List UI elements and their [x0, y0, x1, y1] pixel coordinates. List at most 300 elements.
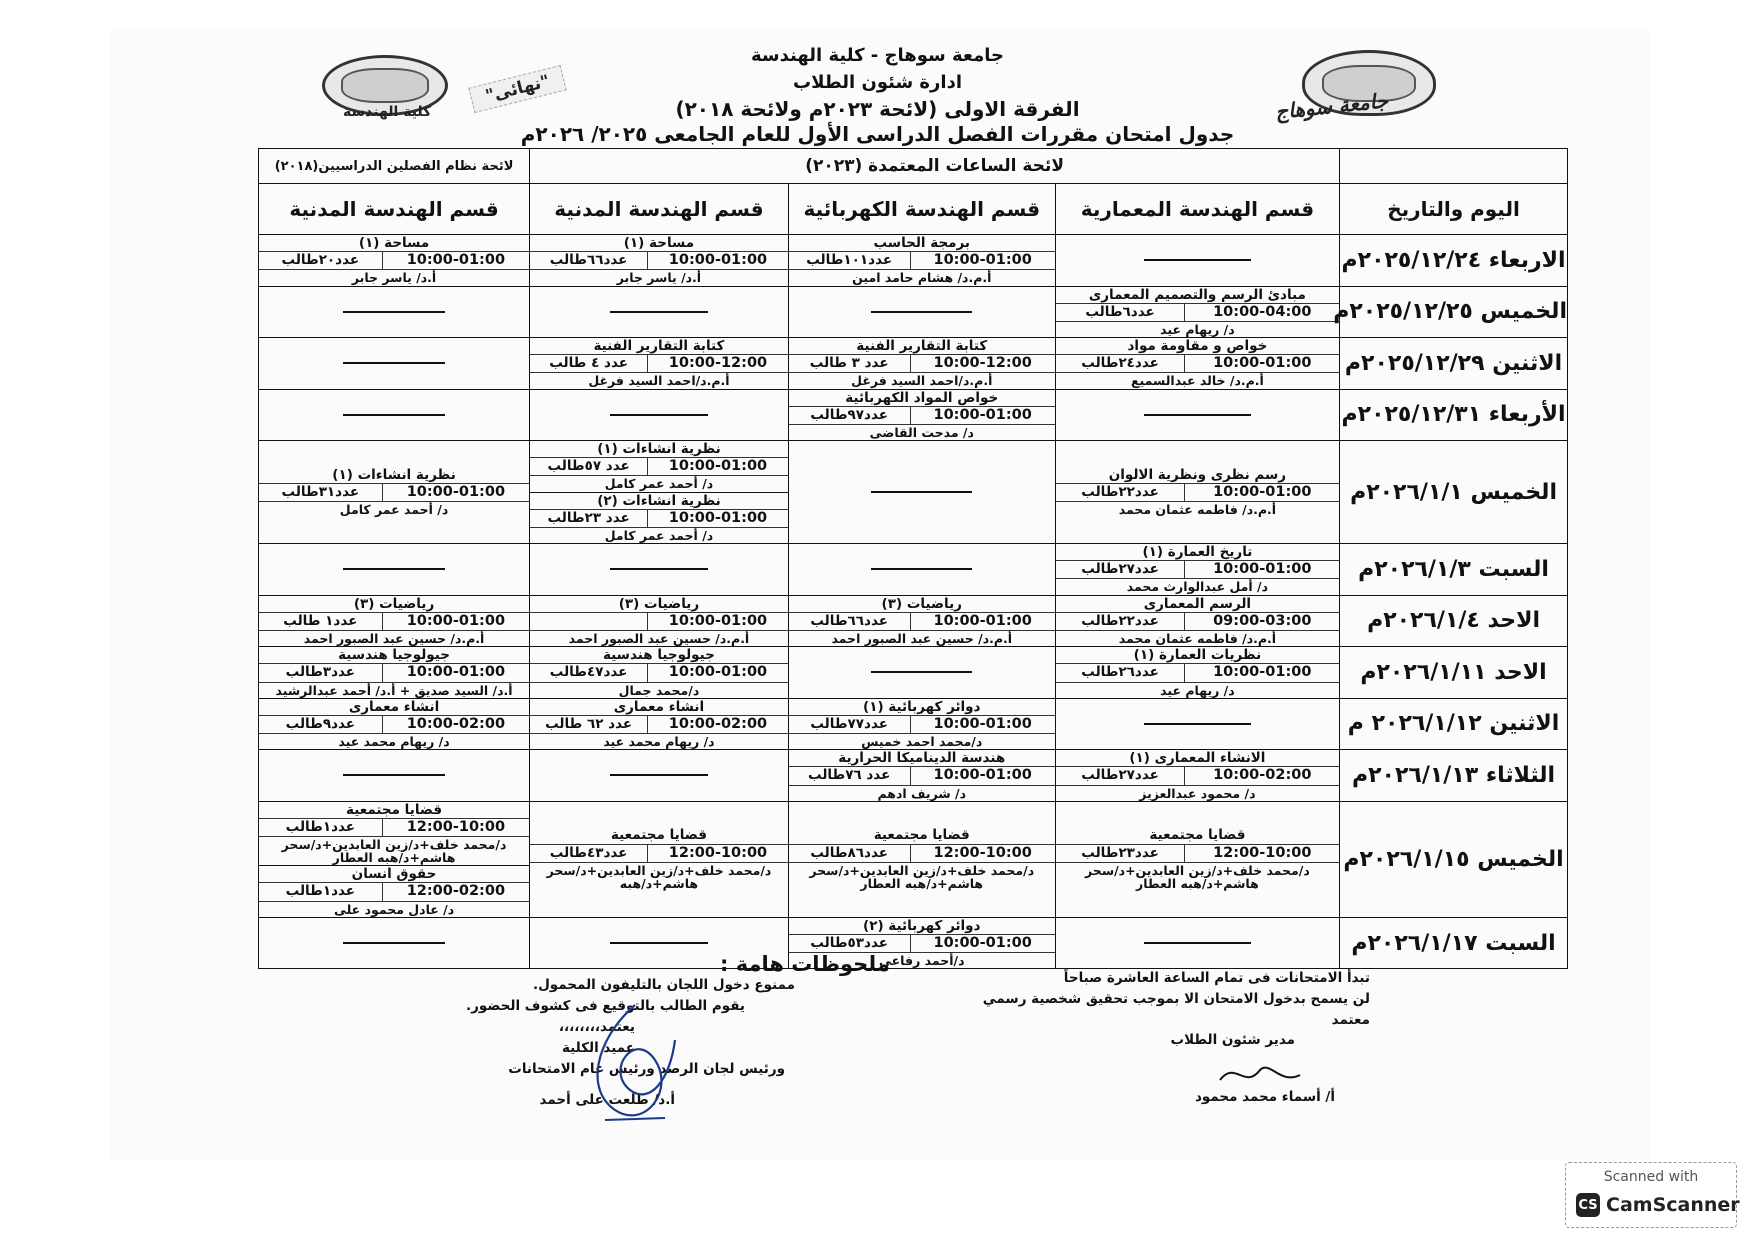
arch-cell [1055, 647, 1339, 699]
no-exam-dash [343, 774, 446, 776]
arch-cell [1055, 750, 1339, 802]
exam-time: 10:00-01:00 [382, 664, 529, 681]
exam-details [530, 355, 788, 373]
course-title: نظرية انشاءات (١) [259, 467, 529, 484]
no-exam-dash [871, 671, 972, 673]
no-exam-dash [871, 568, 972, 570]
exam-time: 10:00-01:00 [382, 484, 529, 501]
exam-time: 10:00-02:00 [647, 716, 788, 733]
professor-name: د/محمد خلف+د/زين العابدين+د/سحر هاشم+د/هبه [546, 862, 772, 891]
professor-name: د/محمد خلف+د/زين العابدين+د/سحر هاشم+د/هبه العطار [281, 837, 507, 866]
elec-cell [788, 544, 1055, 596]
exam-time: 10:00-12:00 [910, 355, 1055, 372]
table-row [259, 544, 1568, 596]
elec-cell [788, 235, 1055, 287]
exam-entry [789, 338, 1055, 389]
exam-entry [530, 441, 788, 492]
affairs-signature-scribble [1215, 1055, 1305, 1095]
no-exam-dash [1144, 414, 1252, 416]
table-row [259, 286, 1568, 338]
no-exam-dash [610, 311, 708, 313]
table-row [259, 338, 1568, 390]
exam-details [259, 716, 529, 734]
no-exam-dash [343, 414, 446, 416]
course-title: برمجة الحاسب [789, 235, 1055, 252]
no-exam-dash [610, 774, 708, 776]
professor-name: د/ عادل محمود على [333, 901, 455, 917]
table-row [259, 750, 1568, 802]
student-count: عدد٩٧طالب [810, 406, 888, 423]
course-title: هندسة الديناميكا الحرارية [789, 750, 1055, 767]
exam-time: 10:00-01:00 [382, 613, 529, 630]
exam-schedule-table [258, 148, 1568, 969]
professor-name: د/ مدحت القاضى [869, 424, 974, 440]
student-count: عدد١طالب [285, 883, 356, 900]
exam-entry [1056, 287, 1339, 338]
exam-time: 10:00-01:00 [647, 510, 788, 527]
course-title: تاريخ العمارة (١) [1056, 544, 1339, 561]
student-count: عدد٢٣طالب [1081, 844, 1159, 861]
arch-cell [1055, 286, 1339, 338]
course-title: مساحة (١) [530, 235, 788, 252]
elec-cell [788, 647, 1055, 699]
watermark-top-text: Scanned with [1603, 1169, 1699, 1185]
professor-name: أ.م.د/ فاطمه عثمان محمد [1118, 631, 1277, 646]
student-count: عدد٢٤طالب [1081, 355, 1159, 372]
exam-time: 10:00-01:00 [647, 613, 788, 630]
camscanner-watermark [1565, 1162, 1740, 1228]
header-university: جامعة سوهاج - كلية الهندسة [751, 45, 1004, 66]
day-date-cell: الاثنين ٢٠٢٦/١/١٢ م [1340, 698, 1568, 750]
arch-cell [1055, 544, 1339, 596]
professor-name: أ.م.د/ فاطمه عثمان محمد [1118, 502, 1277, 518]
exam-time: 10:00-01:00 [1184, 664, 1339, 681]
exam-entry [530, 647, 788, 698]
exam-time: 09:00-03:00 [1184, 613, 1339, 630]
exam-time: 12:00-10:00 [1184, 845, 1339, 862]
professor-name: د/ شريف ادهم [877, 785, 967, 801]
civil-old-cell [259, 441, 530, 544]
elec-cell [788, 441, 1055, 544]
exam-entry [789, 596, 1055, 647]
exam-details [789, 935, 1055, 953]
exam-entry [1056, 596, 1339, 647]
university-logo-caption: جامعة سوهاج [1274, 88, 1390, 124]
exam-entry [1056, 467, 1339, 518]
student-count: عدد١ طالب [283, 612, 358, 629]
arch-cell [1055, 389, 1339, 441]
note-approved: يعتمد،،،،،،،، [558, 1018, 635, 1035]
exam-details [789, 845, 1055, 863]
civil-old-cell [259, 544, 530, 596]
dean-label: عميد الكلية [561, 1039, 635, 1056]
course-title: كتابة التقارير الفنية [789, 338, 1055, 355]
faculty-logo-caption: كلية الهندسة [343, 104, 432, 120]
note-sign-attendance: يقوم الطالب بالتوقيع فى كشوف الحضور. [466, 997, 745, 1014]
day-date-cell: السبت ٢٠٢٦/١/١٧م [1340, 917, 1568, 969]
day-date-cell: الخميس ٢٠٢٦/١/١م [1340, 441, 1568, 544]
exam-entry [789, 827, 1055, 891]
course-title: رياضيات (٣) [789, 596, 1055, 613]
exam-details [789, 716, 1055, 734]
exam-time: 10:00-12:00 [647, 355, 788, 372]
day-date-cell: الخميس ٢٠٢٦/١/١٥م [1340, 801, 1568, 917]
no-exam-dash [343, 362, 446, 364]
exam-details [259, 252, 529, 270]
notes-title: ملحوظات هامة : [720, 952, 890, 976]
course-title: نظريات العمارة (١) [1056, 647, 1339, 664]
course-title: كتابة التقارير الفنية [530, 338, 788, 355]
course-title: جيولوجيا هندسية [259, 647, 529, 664]
professor-name: د/ ريهام عيد [1160, 682, 1235, 698]
exam-details [530, 510, 788, 528]
civil-old-cell [259, 389, 530, 441]
elec-cell [788, 595, 1055, 647]
exam-time: 10:00-01:00 [910, 767, 1055, 784]
civil-new-cell [530, 235, 789, 287]
student-count: عدد٢٠طالب [281, 252, 360, 269]
course-title: انشاء معمارى [259, 699, 529, 716]
watermark-brand: CamScanner [1606, 1194, 1740, 1216]
day-date-cell: الاحد ٢٠٢٦/١/١١م [1340, 647, 1568, 699]
exam-entry [1056, 750, 1339, 801]
student-count: عدد ٤ طالب [549, 355, 628, 372]
professor-name: د/محمد احمد خميس [861, 734, 983, 750]
civil-old-cell [259, 801, 530, 917]
exam-time: 10:00-01:00 [647, 664, 788, 681]
exam-time: 10:00-04:00 [1184, 304, 1339, 321]
professor-name: أ.د/ السيد صديق + أ.د/ أحمد عبدالرشيد [275, 682, 513, 698]
exam-details [1056, 613, 1339, 631]
table-row [259, 698, 1568, 750]
student-count: عدد ٥٧طالب [547, 458, 630, 475]
schedule-body [259, 235, 1568, 969]
civil-new-cell [530, 286, 789, 338]
no-exam-dash [610, 568, 708, 570]
table-row [259, 595, 1568, 647]
student-count: عدد٤٣طالب [549, 844, 628, 861]
student-count: عدد٣طالب [285, 664, 356, 681]
course-title: قضايا مجتمعية [1056, 827, 1339, 844]
student-count: عدد ٦٢ طالب [545, 715, 633, 732]
exam-details [1056, 845, 1339, 863]
exam-time: 10:00-01:00 [1184, 355, 1339, 372]
course-title: حقوق انسان [259, 866, 529, 883]
arch-cell [1055, 595, 1339, 647]
professor-name: د/محمد خلف+د/زين العابدين+د/سحر هاشم+د/هبه العطار [1085, 862, 1310, 891]
exam-details [789, 252, 1055, 270]
header-group: الفرقة الاولى (لائحة ٢٠٢٣م ولائحة ٢٠١٨) [675, 97, 1080, 121]
exam-details [1056, 561, 1339, 579]
exam-details [1056, 355, 1339, 373]
exam-entry [259, 865, 529, 917]
notes-right [950, 968, 1370, 1031]
civil-old-cell [259, 595, 530, 647]
exam-entry [789, 699, 1055, 750]
table-row [259, 917, 1568, 969]
document-header [0, 0, 1755, 146]
exam-entry [530, 596, 788, 647]
affairs-label: مدير شئون الطلاب [1170, 1032, 1295, 1048]
arch-cell [1055, 441, 1339, 544]
civil-old-cell [259, 698, 530, 750]
exam-time: 10:00-01:00 [1184, 484, 1339, 501]
exam-details [789, 767, 1055, 785]
exam-time: 10:00-01:00 [382, 252, 529, 269]
exam-entry [1056, 544, 1339, 595]
rule-spacer [1340, 149, 1568, 184]
no-exam-dash [343, 568, 446, 570]
exam-details [259, 883, 529, 901]
professor-name: د/محمد خلف+د/زين العابدين+د/سحر هاشم+د/هبه العطار [809, 862, 1035, 891]
civil-new-cell [530, 389, 789, 441]
affairs-name: أ/ أسماء محمد محمود [1194, 1088, 1335, 1105]
course-title: رسم نظرى ونظرية الالوان [1056, 467, 1339, 484]
day-date-cell: السبت ٢٠٢٦/١/٣م [1340, 544, 1568, 596]
elec-column-header: قسم الهندسة الكهربائية [788, 184, 1055, 235]
exam-details [1056, 484, 1339, 502]
exam-entry [789, 750, 1055, 801]
exam-details [530, 613, 788, 631]
course-title: خواص و مقاومة مواد [1056, 338, 1339, 355]
camscanner-icon: CS [1576, 1193, 1600, 1217]
professor-name: د/محمد جمال [618, 682, 700, 698]
exam-details [530, 458, 788, 476]
final-stamp: "نهائى" [468, 65, 567, 113]
civil-new-cell [530, 750, 789, 802]
no-exam-dash [610, 942, 708, 944]
student-count: عدد٥٣طالب [810, 935, 888, 951]
exam-time: 10:00-02:00 [382, 716, 529, 733]
professor-name: أ.م.د/ حسين عبد الصبور احمد [831, 631, 1013, 646]
elec-cell [788, 801, 1055, 917]
exam-details [789, 407, 1055, 425]
no-exam-dash [871, 311, 972, 313]
note-no-phones: ممنوع دخول اللجان بالتليفون المحمول. [532, 977, 795, 993]
exam-entry [1056, 647, 1339, 698]
exam-details [259, 613, 529, 631]
civil-new-cell [530, 647, 789, 699]
header-title: جدول امتحان مقررات الفصل الدراسى الأول للعام الجامعى ٢٠٢٥/ ٢٠٢٦م [520, 122, 1235, 146]
elec-cell [788, 286, 1055, 338]
exam-details [1056, 304, 1339, 322]
student-count: عدد٤٧طالب [549, 664, 628, 681]
exam-time: 12:00-10:00 [647, 845, 788, 862]
student-count: عدد ٧٦طالب [808, 767, 891, 784]
no-exam-dash [343, 311, 446, 313]
table-row [259, 647, 1568, 699]
no-exam-dash [343, 942, 446, 944]
arch-cell [1055, 698, 1339, 750]
exam-entry [530, 492, 788, 544]
student-count: عدد١٠١طالب [806, 252, 893, 269]
civil-new-cell [530, 441, 789, 544]
exam-entry [1056, 338, 1339, 389]
elec-cell [788, 698, 1055, 750]
day-column-header: اليوم والتاريخ [1340, 184, 1568, 235]
professor-name: أ.م.د/احمد السيد فرغل [588, 373, 730, 389]
no-exam-dash [610, 414, 708, 416]
student-count: عدد٦طالب [1085, 303, 1155, 320]
student-count: عدد٦٦طالب [549, 252, 628, 269]
elec-cell [788, 389, 1055, 441]
arch-cell [1055, 235, 1339, 287]
day-date-cell: الأربعاء ٢٠٢٥/١٢/٣١م [1340, 389, 1568, 441]
header-department: ادارة شئون الطلاب [792, 72, 962, 93]
civil-new-cell [530, 338, 789, 390]
student-count: عدد١طالب [285, 818, 356, 835]
course-title: رياضيات (٣) [259, 596, 529, 613]
course-title: خواص المواد الكهربائية [789, 390, 1055, 407]
no-exam-dash [1144, 259, 1252, 261]
professor-name: أ.م.د/ حسين عبد الصبور احمد [568, 631, 750, 646]
exam-entry [259, 802, 529, 866]
exam-time: 10:00-01:00 [910, 613, 1055, 630]
course-title: نظرية انشاءات (١) [530, 441, 788, 458]
civil-old-cell [259, 338, 530, 390]
professor-name: أ.د/ ياسر جابر [616, 270, 702, 286]
dean-signature-scribble [575, 1000, 695, 1130]
exam-details [789, 355, 1055, 373]
professor-name: أ.م.د/ خالد عبدالسميع [1130, 373, 1264, 389]
professor-name: د/ أحمد عمر كامل [604, 476, 714, 492]
exam-entry [530, 235, 788, 286]
exam-time: 10:00-01:00 [910, 716, 1055, 733]
exam-details [789, 613, 1055, 631]
rule-2018-header: لائحة نظام الفصلين الدراسيين(٢٠١٨) [259, 149, 530, 184]
student-count: عدد٢٧طالب [1081, 561, 1159, 578]
dean-role: ورئيس لجان الرصد ورئيس عام الامتحانات [508, 1060, 785, 1077]
day-date-cell: الثلاثاء ٢٠٢٦/١/١٣م [1340, 750, 1568, 802]
exam-details [530, 716, 788, 734]
student-count: عدد٨٦طالب [810, 844, 888, 861]
course-title: دوائر كهربائية (١) [789, 699, 1055, 716]
day-date-cell: الاحد ٢٠٢٦/١/٤م [1340, 595, 1568, 647]
note-id-required: لن يسمح بدخول الامتحان الا بموجب تحقيق شخصية رسمي معتمد [982, 990, 1370, 1028]
exam-entry [789, 390, 1055, 441]
exam-time: 12:00-10:00 [910, 845, 1055, 862]
student-count: عدد٢٢طالب [1081, 612, 1159, 629]
civil-old-cell [259, 917, 530, 969]
no-exam-dash [1144, 723, 1252, 725]
student-count: عدد٩طالب [285, 715, 356, 732]
civil-old-cell [259, 647, 530, 699]
table-row [259, 441, 1568, 544]
civil-new-column-header: قسم الهندسة المدنية [530, 184, 789, 235]
elec-cell [788, 750, 1055, 802]
course-title: مبادئ الرسم والتصميم المعمارى [1056, 287, 1339, 304]
exam-time: 12:00-02:00 [382, 883, 529, 900]
professor-name: أ.م.د/ هشام حامد امين [852, 270, 992, 286]
civil-new-cell [530, 544, 789, 596]
professor-name: د/ ريهام محمد عيد [338, 734, 450, 750]
course-title: جيولوجيا هندسية [530, 647, 788, 664]
exam-entry [259, 647, 529, 698]
course-title: نظرية انشاءات (٢) [530, 493, 788, 510]
day-date-cell: الخميس ٢٠٢٥/١٢/٢٥م [1340, 286, 1568, 338]
exam-details [530, 252, 788, 270]
note-start-time: تبدأ الامتحانات فى تمام الساعة العاشرة صباحاً [1063, 970, 1370, 986]
course-title: انشاء معمارى [530, 699, 788, 716]
student-count: عدد٢٢طالب [1081, 483, 1159, 500]
professor-name: أ.د/ ياسر جابر [351, 270, 437, 286]
civil-old-cell [259, 235, 530, 287]
professor-name: أ.م.د/ حسين عبد الصبور احمد [303, 631, 485, 646]
no-exam-dash [871, 491, 972, 493]
professor-name: د/ محمود عبدالعزيز [1139, 785, 1256, 801]
dean-name: أ.د/ طلعت على أحمد [539, 1091, 675, 1108]
exam-entry [259, 699, 529, 750]
exam-time: 10:00-01:00 [910, 935, 1055, 952]
course-title: قضايا مجتمعية [789, 827, 1055, 844]
day-date-cell: الاثنين ٢٠٢٥/١٢/٢٩م [1340, 338, 1568, 390]
no-exam-dash [1144, 942, 1252, 944]
professor-name: أ.م.د/احمد السيد فرغل [851, 373, 993, 389]
exam-entry [259, 596, 529, 647]
exam-time: 10:00-01:00 [910, 407, 1055, 424]
exam-time: 10:00-02:00 [1184, 767, 1339, 784]
arch-cell [1055, 338, 1339, 390]
rule-2023-header: لائحة الساعات المعتمدة (٢٠٢٣) [530, 149, 1340, 184]
course-title: الرسم المعمارى [1056, 596, 1339, 613]
exam-time: 10:00-01:00 [647, 252, 788, 269]
student-count: عدد ٢٣طالب [547, 509, 630, 526]
course-title: الانشاء المعمارى (١) [1056, 750, 1339, 767]
exam-entry [530, 699, 788, 750]
exam-entry [259, 467, 529, 518]
arch-column-header: قسم الهندسة المعمارية [1055, 184, 1339, 235]
elec-cell [788, 338, 1055, 390]
course-title: قضايا مجتمعية [259, 802, 529, 819]
professor-name: د/ أحمد عمر كامل [604, 527, 714, 543]
watermark-brand-row [1576, 1193, 1740, 1217]
exam-time: 10:00-01:00 [647, 458, 788, 475]
civil-old-column-header: قسم الهندسة المدنية [259, 184, 530, 235]
student-count: عدد٣١طالب [281, 483, 360, 500]
professor-name: د/أحمد رفاعى [879, 953, 965, 969]
table-row [259, 801, 1568, 917]
exam-entry [530, 827, 788, 891]
exam-time: 10:00-01:00 [910, 252, 1055, 269]
exam-details [259, 484, 529, 502]
student-count: عدد ٣ طالب [809, 355, 889, 372]
exam-entry [530, 338, 788, 389]
course-title: رياضيات (٣) [530, 596, 788, 613]
civil-old-cell [259, 286, 530, 338]
course-title: دوائر كهربائية (٢) [789, 918, 1055, 935]
student-count [530, 613, 647, 630]
exam-details [1056, 767, 1339, 785]
exam-details [530, 664, 788, 682]
exam-time: 10:00-01:00 [1184, 561, 1339, 578]
student-count: عدد٧٧طالب [810, 715, 888, 732]
student-count: عدد٢٧طالب [1081, 767, 1159, 784]
exam-entry [789, 235, 1055, 286]
professor-name: د/ أحمد عمر كامل [339, 502, 449, 518]
professor-name: د/ ريهام محمد عيد [603, 734, 715, 750]
arch-cell [1055, 801, 1339, 917]
exam-details [530, 845, 788, 863]
exam-entry [1056, 827, 1339, 891]
civil-old-cell [259, 750, 530, 802]
exam-entry [259, 235, 529, 286]
exam-details [259, 819, 529, 837]
professor-name: د/ ريهام عيد [1160, 321, 1235, 337]
exam-details [259, 664, 529, 682]
table-row [259, 235, 1568, 287]
table-row [259, 389, 1568, 441]
student-count: عدد٦٦طالب [810, 612, 888, 629]
